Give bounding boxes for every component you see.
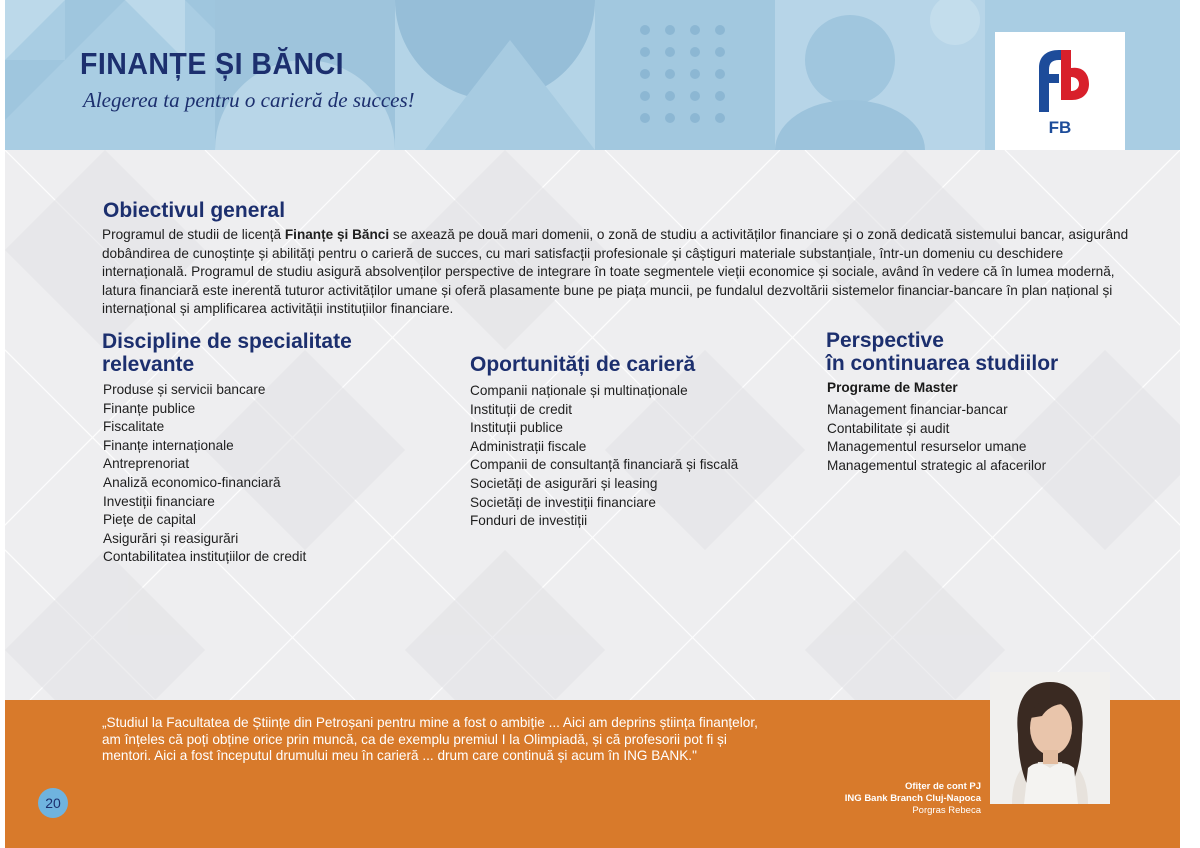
testimonial-role: Ofițer de cont PJ: [904, 781, 981, 792]
master-programs-subheading: Programe de Master: [827, 380, 958, 395]
list-item: Management financiar-bancar: [827, 402, 1008, 417]
objective-text: [102, 226, 1142, 319]
testimonial-photo: [990, 672, 1110, 804]
list-item: Companii de consultanță financiară și fiscală: [470, 457, 739, 473]
fb-logo-icon: [1031, 50, 1089, 112]
testimonial-name: Porgras Rebeca: [912, 805, 981, 816]
portrait-image: [990, 672, 1110, 804]
list-item: Instituții publice: [470, 420, 563, 436]
list-item: Piețe de capital: [103, 512, 196, 528]
list-item: Antreprenoriat: [103, 456, 190, 472]
list-item: Produse și servicii bancare: [103, 382, 266, 397]
perspectives-list: [827, 401, 1046, 475]
testimonial-company: ING Bank Branch Cluj-Napoca: [844, 793, 981, 804]
list-item: Finanțe publice: [103, 400, 196, 416]
objective-heading: Obiectivul general: [103, 199, 286, 222]
logo-text: FB: [1048, 118, 1072, 137]
list-item: Societăți de asigurări și leasing: [470, 475, 658, 491]
list-item: Analiză economico-financiară: [103, 474, 281, 490]
objective-text-body: se axează pe două mari domenii, o zonă de studiu a activităților financiare și o zonă dedicată sistemului bancar, asigurând dobândirea de cunoștințe și abilități pentru o carieră de succes, cu mari satisfacții profesionale și câștiguri materiale substanțiale, într-un domeniu cu deschidere internațională. Programul de studiu asigură absolvenților perspective de integrare în toate segmentele vieții economice și sociale, având în vedere că în lumea modernă, latura financiară este inerentă tuturor activităților umane și oferă plasamente bune pe piața muncii, pe fundalul dezvoltării sistemelor financiar-bancare în plan național și internațional și amplificarea activității instituțiilor financiare.: [102, 227, 1129, 317]
page-number: 20: [38, 788, 68, 818]
list-item: Managementul resurselor umane: [827, 439, 1027, 455]
perspectives-heading: [826, 329, 1058, 375]
careers-heading: Oportunități de carieră: [470, 353, 696, 376]
page-title: FINANȚE ȘI BĂNCI: [80, 46, 345, 81]
disciplines-heading: [102, 330, 352, 376]
list-item: Asigurări și reasigurări: [103, 530, 239, 546]
list-item: Fiscalitate: [103, 419, 165, 435]
list-item: Finanțe internaționale: [103, 437, 234, 453]
perspectives-heading-line2: în continuarea studiilor: [826, 352, 1059, 375]
list-item: Societăți de investiții financiare: [470, 494, 656, 510]
list-item: Fonduri de investiții: [470, 513, 588, 529]
disciplines-list: [103, 381, 306, 567]
list-item: Contabilitate și audit: [827, 420, 950, 436]
list-item: Instituții de credit: [470, 401, 572, 417]
list-item: Companii naționale și multinaționale: [470, 383, 688, 398]
page-subtitle: Alegerea ta pentru o carieră de succes!: [83, 88, 415, 112]
program-name: Finanțe și Bănci: [284, 227, 390, 242]
faculty-logo: [995, 32, 1125, 150]
list-item: Administrații fiscale: [470, 438, 587, 454]
list-item: Investiții financiare: [103, 493, 215, 509]
list-item: Managementul strategic al afacerilor: [827, 457, 1047, 473]
header-banner: [5, 0, 1180, 150]
careers-list: [470, 382, 738, 531]
objective-text-intro: Programul de studii de licență: [102, 227, 285, 242]
testimonial-quote: „Studiul la Facultatea de Științe din Petroșani pentru mine a fost o ambiție ... Aici am deprins știința finanțelor, am înțeles că poți obține orice prin muncă, ca de exemplu premiul I la Olimpiadă, și că profesorii pot fi și mentori. Aici a fost începutul drumului meu în carieră ... drum care continuă și acum în ING BANK.": [102, 715, 758, 764]
disciplines-heading-line1: Discipline de specialitate: [102, 330, 352, 353]
disciplines-heading-line2: relevante: [102, 353, 195, 376]
list-item: Contabilitatea instituțiilor de credit: [103, 549, 307, 565]
perspectives-heading-line1: Perspective: [826, 329, 944, 352]
